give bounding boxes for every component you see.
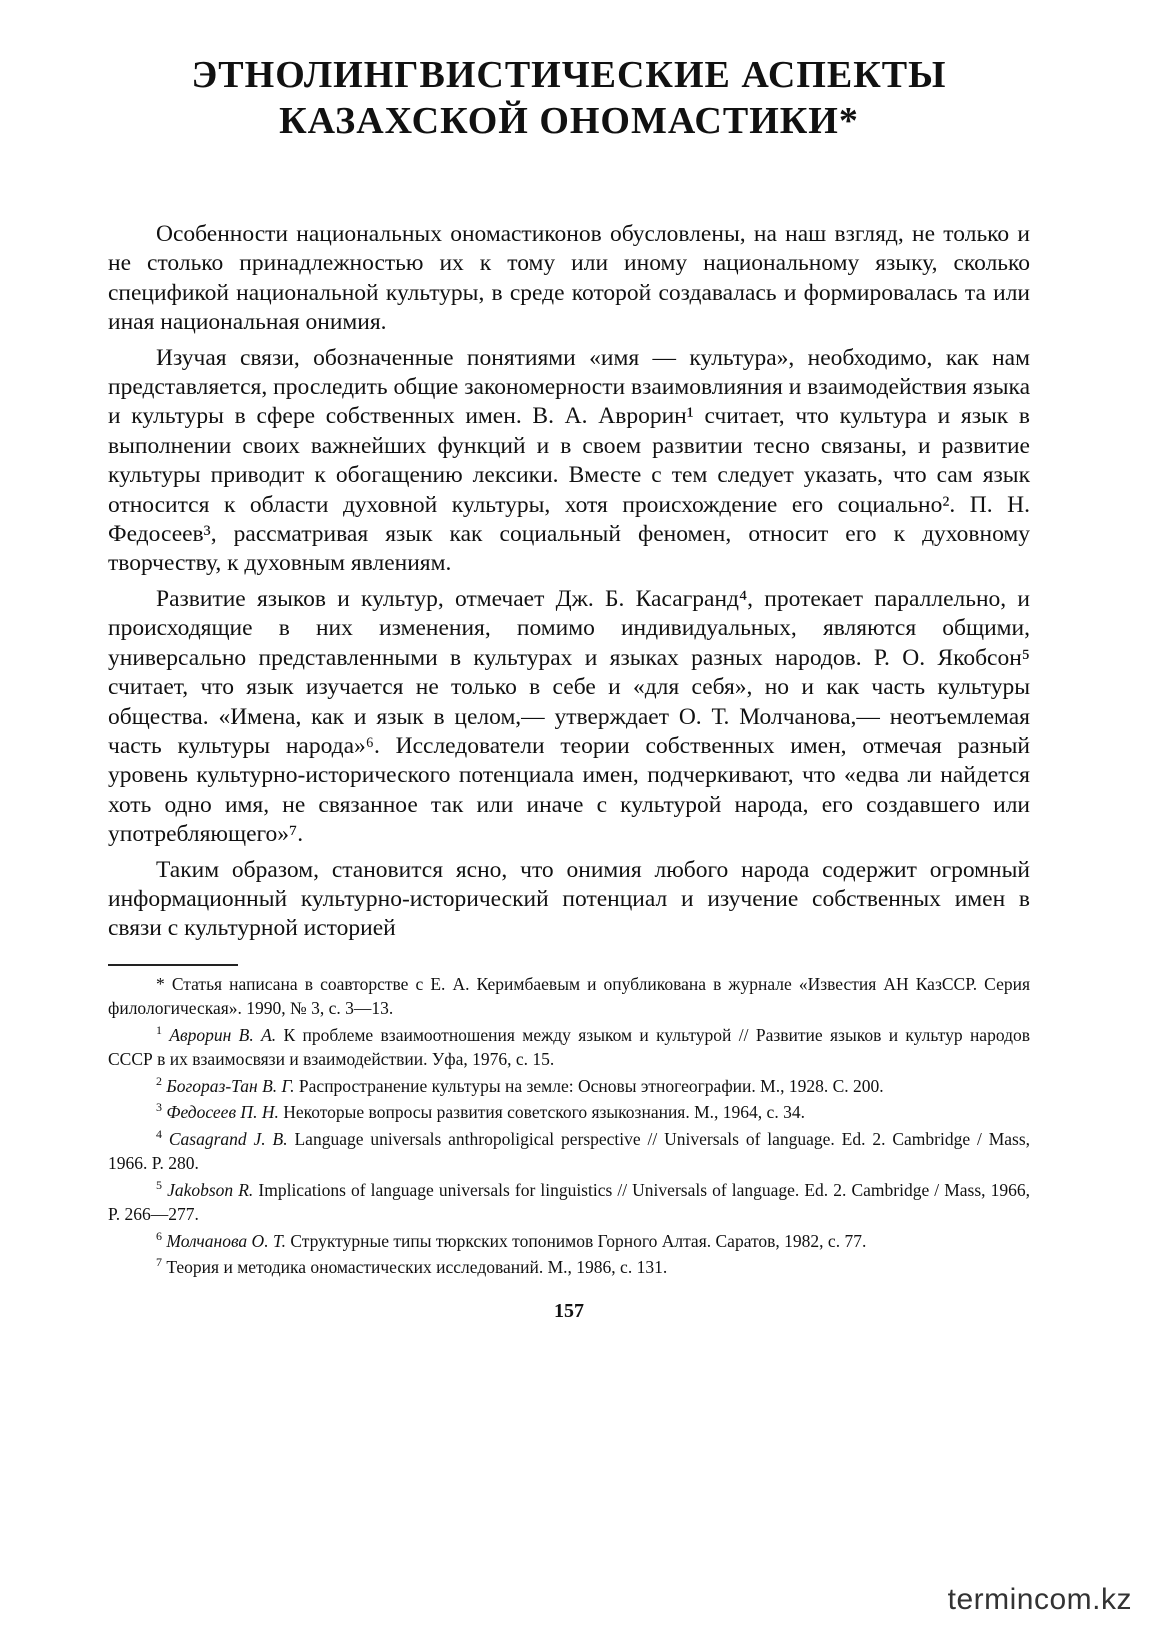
article-title	[108, 52, 1030, 144]
footnote-mark: 5	[156, 1177, 162, 1192]
paragraph-3: Развитие языков и культур, отмечает Дж. Б. Касагранд⁴, протекает параллельно, и происходящие в них изменения, помимо индивидуальных, являются общими, универсально представленными в культурах и языках разных народов. Р. О. Якобсон⁵ считает, что язык изучается не только в себе и «для себя», но и как часть культуры общества. «Имена, как и язык в целом,— утверждает О. Т. Молчанова,— неотъемлемая часть культуры народа»⁶. Исследователи теории собственных имен, отмечая разный уровень культурно-исторического потенциала имен, подчеркивают, что «едва ли найдется хоть одно имя, не связанное так или иначе с культурой народа, его создавшего или употребляющего»⁷.	[108, 585, 1030, 848]
footnote-author: Федосеев П. Н.	[166, 1102, 279, 1123]
footnote-text: К проблеме взаимоотношения между языком и культурой // Развитие языков и культур народов СССР в их взаимосвязи и взаимодействии. Уфа, 1976, с. 15.	[108, 1024, 1030, 1070]
footnote-mark: 3	[156, 1100, 162, 1115]
footnote-author: Аврорин В. А.	[169, 1024, 277, 1045]
footnote-3	[108, 1100, 1030, 1125]
footnote-4	[108, 1127, 1030, 1176]
page-number: 157	[554, 1299, 584, 1322]
page-content	[108, 52, 1030, 1323]
footnote-author: Jakobson R.	[167, 1179, 254, 1200]
footnote-mark: 2	[156, 1073, 162, 1088]
footnote-star	[108, 972, 1030, 1021]
paragraph-1: Особенности национальных ономастиконов обусловлены, на наш взгляд, не только и не столько принадлежностью их к тому или иному национальному языку, сколько спецификой национальной культуры, в среде которой создавалась и формировалась та или иная национальная онимия.	[108, 221, 1030, 336]
title-line-2: КАЗАХСКОЙ ОНОМАСТИКИ*	[279, 100, 859, 142]
footnote-text: Теория и методика ономастических исследований. М., 1986, с. 131.	[166, 1257, 668, 1278]
footnote-7	[108, 1255, 1030, 1280]
footnote-5	[108, 1178, 1030, 1227]
footnote-2	[108, 1074, 1030, 1099]
footnote-author: Богораз-Тан В. Г.	[166, 1075, 295, 1096]
footnote-text: Language universals anthropoligical perspective // Universals of language. Ed. 2. Cambridge / Mass, 1966. P. 280.	[108, 1128, 1031, 1174]
footnote-text: Статья написана в соавторстве с Е. А. Керимбаевым и опубликована в журнале «Известия АН КазССР. Серия филологическая». 1990, № 3, с. 3—13.	[108, 973, 1030, 1019]
footnote-text: Структурные типы тюркских топонимов Горного Алтая. Саратов, 1982, с. 77.	[290, 1230, 867, 1251]
footnote-text: Распространение культуры на земле: Основы этногеографии. М., 1928. С. 200.	[298, 1075, 884, 1096]
footnote-mark: 6	[156, 1228, 162, 1243]
footnotes	[108, 972, 1030, 1280]
footnote-mark: 7	[156, 1255, 162, 1270]
footnote-author: Casagrand J. B.	[168, 1128, 288, 1149]
article-body	[108, 220, 1030, 944]
footnote-mark: 1	[156, 1022, 162, 1037]
footnote-mark: 4	[156, 1126, 162, 1141]
title-line-1: ЭТНОЛИНГВИСТИЧЕСКИЕ АСПЕКТЫ	[191, 54, 947, 96]
footnote-6	[108, 1229, 1030, 1254]
footnote-text: Implications of language universals for linguistics // Universals of language. Ed. 2. Cambridge / Mass, 1966, P. 266—277.	[108, 1179, 1030, 1225]
site-watermark: termincom.kz	[947, 1583, 1132, 1616]
paragraph-4: Таким образом, становится ясно, что онимия любого народа содержит огромный информационный культурно-исторический потенциал и изучение собственных имен в связи с культурной историей	[108, 856, 1030, 942]
footnote-1	[108, 1023, 1030, 1072]
footnote-text: Некоторые вопросы развития советского языкознания. М., 1964, с. 34.	[283, 1102, 805, 1123]
footnote-mark: *	[156, 973, 165, 994]
footnote-divider	[108, 964, 238, 966]
paragraph-2: Изучая связи, обозначенные понятиями «имя — культура», необходимо, как нам представляется, проследить общие закономерности взаимовлияния и взаимодействия языка и культуры в сфере собственных имен. В. А. Аврорин¹ считает, что культура и язык в выполнении своих важнейших функций и в своем развитии тесно связаны, и развитие культуры приводит к обогащению лексики. Вместе с тем следует указать, что сам язык относится к области духовной культуры, хотя происхождение его социально². П. Н. Федосеев³, рассматривая язык как социальный феномен, относит его к духовному творчеству, к духовным явлениям.	[108, 344, 1030, 577]
footnote-author: Молчанова О. Т.	[166, 1230, 286, 1251]
